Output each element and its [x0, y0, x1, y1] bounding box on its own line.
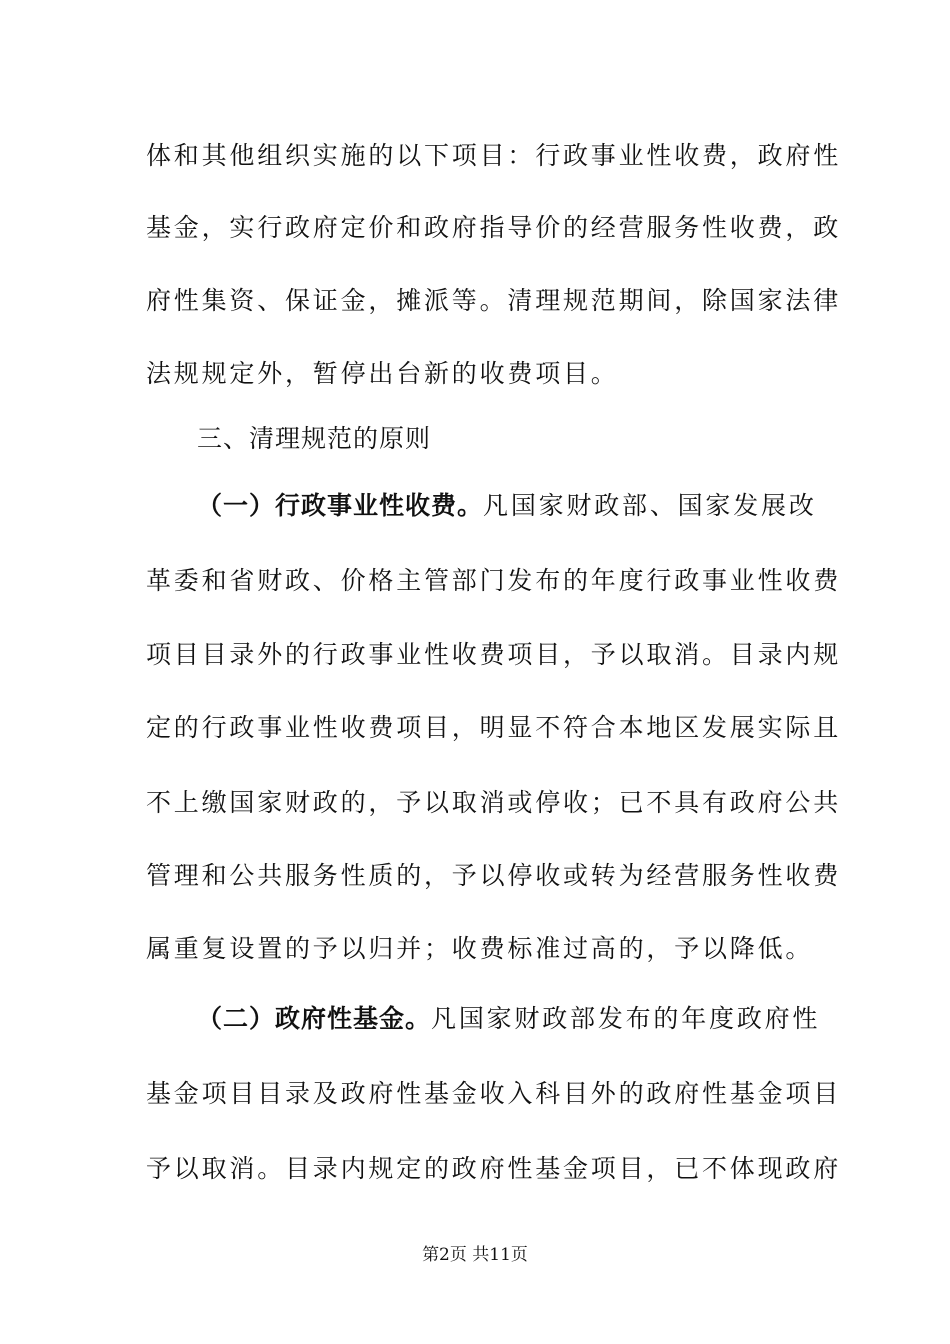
body-text-line: 法规规定外，暂停出台新的收费项目。: [146, 359, 619, 388]
body-text-line: 基金，实行政府定价和政府指导价的经营服务性收费，政: [146, 213, 842, 242]
body-text-line: 革委和省财政、价格主管部门发布的年度行政事业性收费: [146, 566, 842, 595]
item-2-text: 凡国家财政部发布的年度政府性: [431, 1004, 821, 1033]
body-text-line: 基金项目目录及政府性基金收入科目外的政府性基金项目: [146, 1079, 842, 1108]
item-2-title: （二）政府性基金。: [197, 1004, 432, 1033]
item-1-first-line: [197, 491, 817, 521]
body-text-line: 不上缴国家财政的，予以取消或停收；已不具有政府公共: [146, 788, 842, 817]
body-text-line: 属重复设置的予以归并；收费标准过高的，予以降低。: [146, 934, 814, 963]
body-text-line: 府性集资、保证金，摊派等。清理规范期间，除国家法律: [146, 286, 842, 315]
body-text-line: 体和其他组织实施的以下项目：行政事业性收费，政府性: [146, 141, 842, 170]
item-2-first-line: [197, 1004, 821, 1034]
item-1-title: （一）行政事业性收费。: [197, 491, 484, 520]
body-text-line: 管理和公共服务性质的，予以停收或转为经营服务性收费: [146, 861, 842, 890]
body-text-line: 定的行政事业性收费项目，明显不符合本地区发展实际且: [146, 713, 842, 742]
body-text-line: 项目目录外的行政事业性收费项目，予以取消。目录内规: [146, 640, 842, 669]
item-1-text: 凡国家财政部、国家发展改: [483, 491, 817, 520]
section-heading: 三、清理规范的原则: [197, 424, 432, 453]
page-footer: 第2页 共11页: [422, 1245, 528, 1265]
body-text-line: 予以取消。目录内规定的政府性基金项目，已不体现政府: [146, 1154, 842, 1183]
